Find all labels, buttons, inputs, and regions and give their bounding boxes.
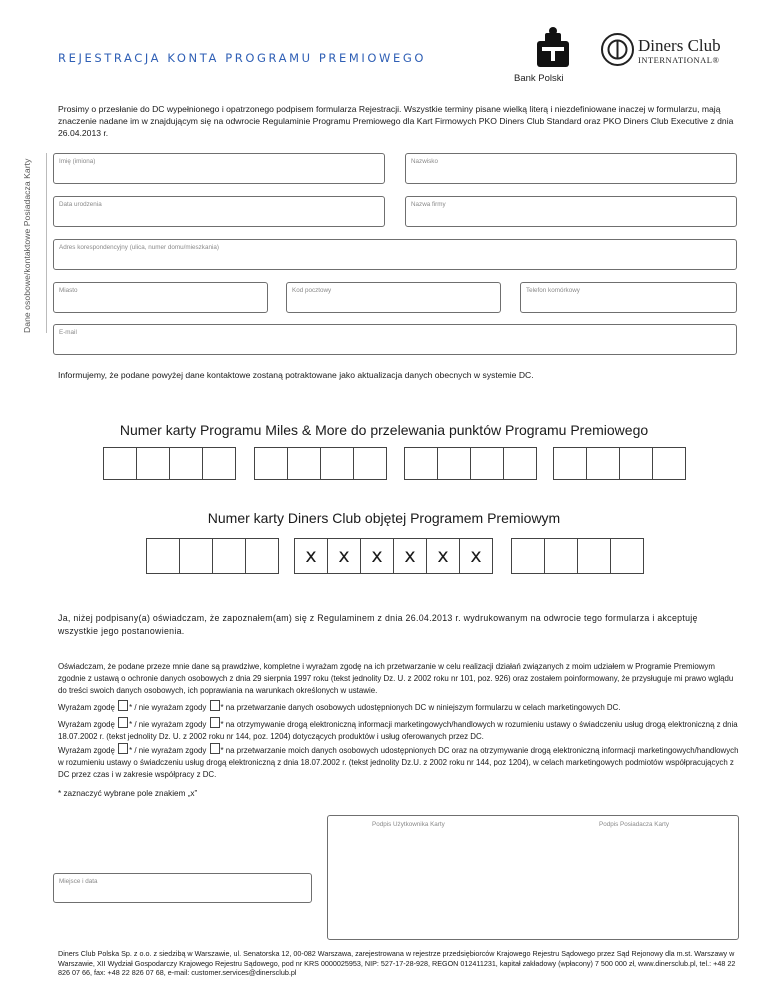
diners-masked-digit: x (393, 538, 427, 574)
first-name-label: Imię (imiona) (59, 158, 96, 165)
mobile-field[interactable] (520, 282, 737, 313)
miles-digit-box[interactable] (169, 447, 203, 480)
consent-agree-checkbox[interactable] (118, 700, 128, 711)
consent-disagree-checkbox[interactable] (210, 700, 220, 711)
diners-masked-digit: x (360, 538, 394, 574)
side-label: Dane osobowe/kontaktowe Posiadacza Karty (22, 158, 32, 333)
miles-digit-box[interactable] (503, 447, 537, 480)
consent-text: na otrzymywanie drogą elektroniczną informacji marketingowych/handlowych w rozumieniu ustawy o świadczeniu usług drogą elektroniczną z dnia 18.07.2002 r. (tekst jednolity Dz. U. z 2002 roku nr 144, poz. 1204) dotyczących produktów i usług oferowanych przez DC. (58, 720, 738, 741)
diners-digit-box[interactable] (577, 538, 611, 574)
last-name-label: Nazwisko (411, 158, 438, 165)
miles-digit-box[interactable] (353, 447, 387, 480)
birth-date-label: Data urodzenia (59, 201, 102, 208)
miles-digit-box[interactable] (103, 447, 137, 480)
miles-digit-box[interactable] (619, 447, 653, 480)
place-date-field[interactable] (53, 873, 312, 903)
diners-digit-box[interactable] (610, 538, 644, 574)
signature-holder-label: Podpis Posiadacza Karty (599, 821, 670, 828)
pko-logo (533, 27, 573, 69)
intro-text: Prosimy o przesłanie do DC wypełnionego i opatrzonego podpisem formularza Rejestracji. Wszystkie terminy pisane wielką literą i niezdefiniowane inaczej w formularzu, mają znaczenie nadane im w znajdującym się na odwrocie Regulaminie Programu Premiowego dla Kart Firmowych PKO Diners Club Standard oraz PKO Diners Club Executive z dnia 26.04.2013 r. (58, 104, 734, 138)
consent-intro: Oświadczam, że podane przeze mnie dane są prawdziwe, kompletne i wyrażam zgodę na ich przetwarzanie w celu realizacji działań związanych z moim udziałem w Programie Premiowym zgodnie z ustawą o ochronie danych osobowych z dnia 29 sierpnia 1997 roku (tekst jednolity Dz. U. z 2002 roku nr 101, poz. 926) oraz zostałem poinformowany, że przysługuje mi prawo wglądu do treści swoich danych osobowych, ich poprawiania na warunkach określonych w ustawie. (58, 662, 734, 695)
address-label: Adres korespondencyjny (ulica, numer domu/mieszkania) (59, 244, 219, 251)
city-field[interactable] (53, 282, 268, 313)
diners-masked-digit: x (327, 538, 361, 574)
form-title: REJESTRACJA KONTA PROGRAMU PREMIOWEGO (58, 51, 427, 65)
miles-digit-box[interactable] (470, 447, 504, 480)
miles-digit-box[interactable] (586, 447, 620, 480)
mobile-label: Telefon komórkowy (526, 287, 580, 294)
miles-digit-box[interactable] (202, 447, 236, 480)
note-text: * zaznaczyć wybrane pole znakiem „x” (58, 789, 198, 798)
email-label: E-mail (59, 329, 77, 336)
pko-piggy-icon (533, 27, 573, 69)
miles-digit-box[interactable] (287, 447, 321, 480)
consent-text: na przetwarzanie moich danych osobowych udostępnionych DC oraz na otrzymywanie drogą elektroniczną informacji marketingowych/handlowych w rozumieniu ustawy o świadczeniu usług drogą elektroniczną z dnia 18.07.2002 r. (tekst jednolity Dz.U. z 2002 roku nr 144, poz 1204), w celach marketingowych podmiotów współpracujących z DC przez czas i w zakresie współpracy z DC. (58, 746, 739, 779)
diners-masked-digit: x (459, 538, 493, 574)
diners-name: Diners Club (638, 36, 721, 55)
address-field[interactable] (53, 239, 737, 270)
diners-digit-box[interactable] (511, 538, 545, 574)
miles-digit-box[interactable] (652, 447, 686, 480)
email-field[interactable] (53, 324, 737, 355)
diners-club-icon (601, 33, 634, 66)
consent-agree-checkbox[interactable] (118, 743, 128, 754)
postal-code-label: Kod pocztowy (292, 287, 332, 294)
miles-digit-box[interactable] (136, 447, 170, 480)
side-divider (46, 153, 47, 333)
info-text: Informujemy, że podane powyżej dane kontaktowe zostaną potraktowane jako aktualizacja danych obecnych w systemie DC. (58, 370, 534, 380)
consent-text: na przetwarzanie danych osobowych udostępnionych DC w niniejszym formularzu w celach marketingowych DC. (225, 703, 621, 712)
consent-disagree-label: / nie wyrażam zgody (134, 703, 207, 712)
consent-disagree-label: / nie wyrażam zgody (134, 720, 207, 729)
last-name-field[interactable] (405, 153, 737, 184)
consent-row: Wyrażam zgodę * / nie wyrażam zgody * na otrzymywanie drogą elektroniczną informacji marketingowych/handlowych w rozumieniu ustawy o świadczeniu usług drogą elektroniczną z dnia 18.07.2002 r. (tekst jednolity Dz. U. z 2002 roku nr 144, poz. 1204) dotyczących produktów i usług oferowanych przez DC. (58, 717, 740, 743)
city-label: Miasto (59, 287, 78, 294)
miles-heading: Numer karty Programu Miles & More do przelewania punktów Programu Premiowego (119, 422, 649, 438)
company-label: Nazwa firmy (411, 201, 446, 208)
declaration-text: Ja, niżej podpisany(a) oświadczam, że zapoznałem(am) się z Regulaminem z dnia 26.04.2013 r. wydrukowanym na odwrocie tego formularza i akceptuję wszystkie jego postanowienia. (58, 613, 698, 636)
diners-digit-box[interactable] (179, 538, 213, 574)
place-date-label: Miejsce i data (59, 878, 98, 885)
consent-disagree-label: / nie wyrażam zgody (134, 746, 207, 755)
footer-text: Diners Club Polska Sp. z o.o. z siedzibą w Warszawie, ul. Senatorska 12, 00-082 Warszawa, zarejestrowana w rejestrze przedsiębiorców Krajowego Rejestru Sądowego przez Sąd Rejonowy dla m.st. Warszawy w Warszawie, XII Wydział Gospodarczy Krajowego Rejestru Sądowego, pod nr KRS 0000025953, NIP: 527-17-28-928, REGON 012411231, kapitał zakładowy (wpłacony) 7 500 000 zł, www.dinersclub.pl, tel.: +48 22 826 07 66, fax: +48 22 826 07 68, e-mail: customer.services@dinersclub.pl (58, 949, 736, 977)
signature-user-label: Podpis Użytkownika Karty (372, 821, 445, 828)
postal-code-field[interactable] (286, 282, 501, 313)
company-field[interactable] (405, 196, 737, 227)
consent-agree-label: Wyrażam zgodę (58, 703, 115, 712)
first-name-field[interactable] (53, 153, 385, 184)
diners-subtitle: INTERNATIONAL® (638, 55, 720, 65)
diners-masked-digit: x (426, 538, 460, 574)
diners-logo (601, 33, 634, 66)
diners-masked-digit: x (294, 538, 328, 574)
diners-digit-box[interactable] (245, 538, 279, 574)
diners-digit-box[interactable] (212, 538, 246, 574)
diners-digit-box[interactable] (544, 538, 578, 574)
miles-digit-box[interactable] (254, 447, 288, 480)
miles-digit-box[interactable] (320, 447, 354, 480)
consent-agree-label: Wyrażam zgodę (58, 720, 115, 729)
consent-disagree-checkbox[interactable] (210, 743, 220, 754)
consent-agree-label: Wyrażam zgodę (58, 746, 115, 755)
consent-row: Wyrażam zgodę * / nie wyrażam zgody * na przetwarzanie moich danych osobowych udostępnionych DC oraz na otrzymywanie drogą elektroniczną informacji marketingowych/handlowych w rozumieniu ustawy o świadczeniu usług drogą elektroniczną z dnia 18.07.2002 r. (tekst jednolity Dz.U. z 2002 roku nr 144, poz 1204), w celach marketingowych podmiotów współpracujących z DC przez czas i w zakresie współpracy z DC. (58, 743, 740, 781)
bank-label: Bank Polski (514, 73, 564, 84)
consent-row: Wyrażam zgodę * / nie wyrażam zgody * na przetwarzanie danych osobowych udostępnionych DC w niniejszym formularzu w celach marketingowych DC. (58, 700, 740, 714)
consent-disagree-checkbox[interactable] (210, 717, 220, 728)
birth-date-field[interactable] (53, 196, 385, 227)
diners-digit-box[interactable] (146, 538, 180, 574)
miles-digit-box[interactable] (553, 447, 587, 480)
miles-digit-box[interactable] (404, 447, 438, 480)
consent-agree-checkbox[interactable] (118, 717, 128, 728)
signature-box[interactable] (327, 815, 739, 940)
miles-digit-box[interactable] (437, 447, 471, 480)
diners-heading: Numer karty Diners Club objętej Programem Premiowym (207, 510, 561, 526)
